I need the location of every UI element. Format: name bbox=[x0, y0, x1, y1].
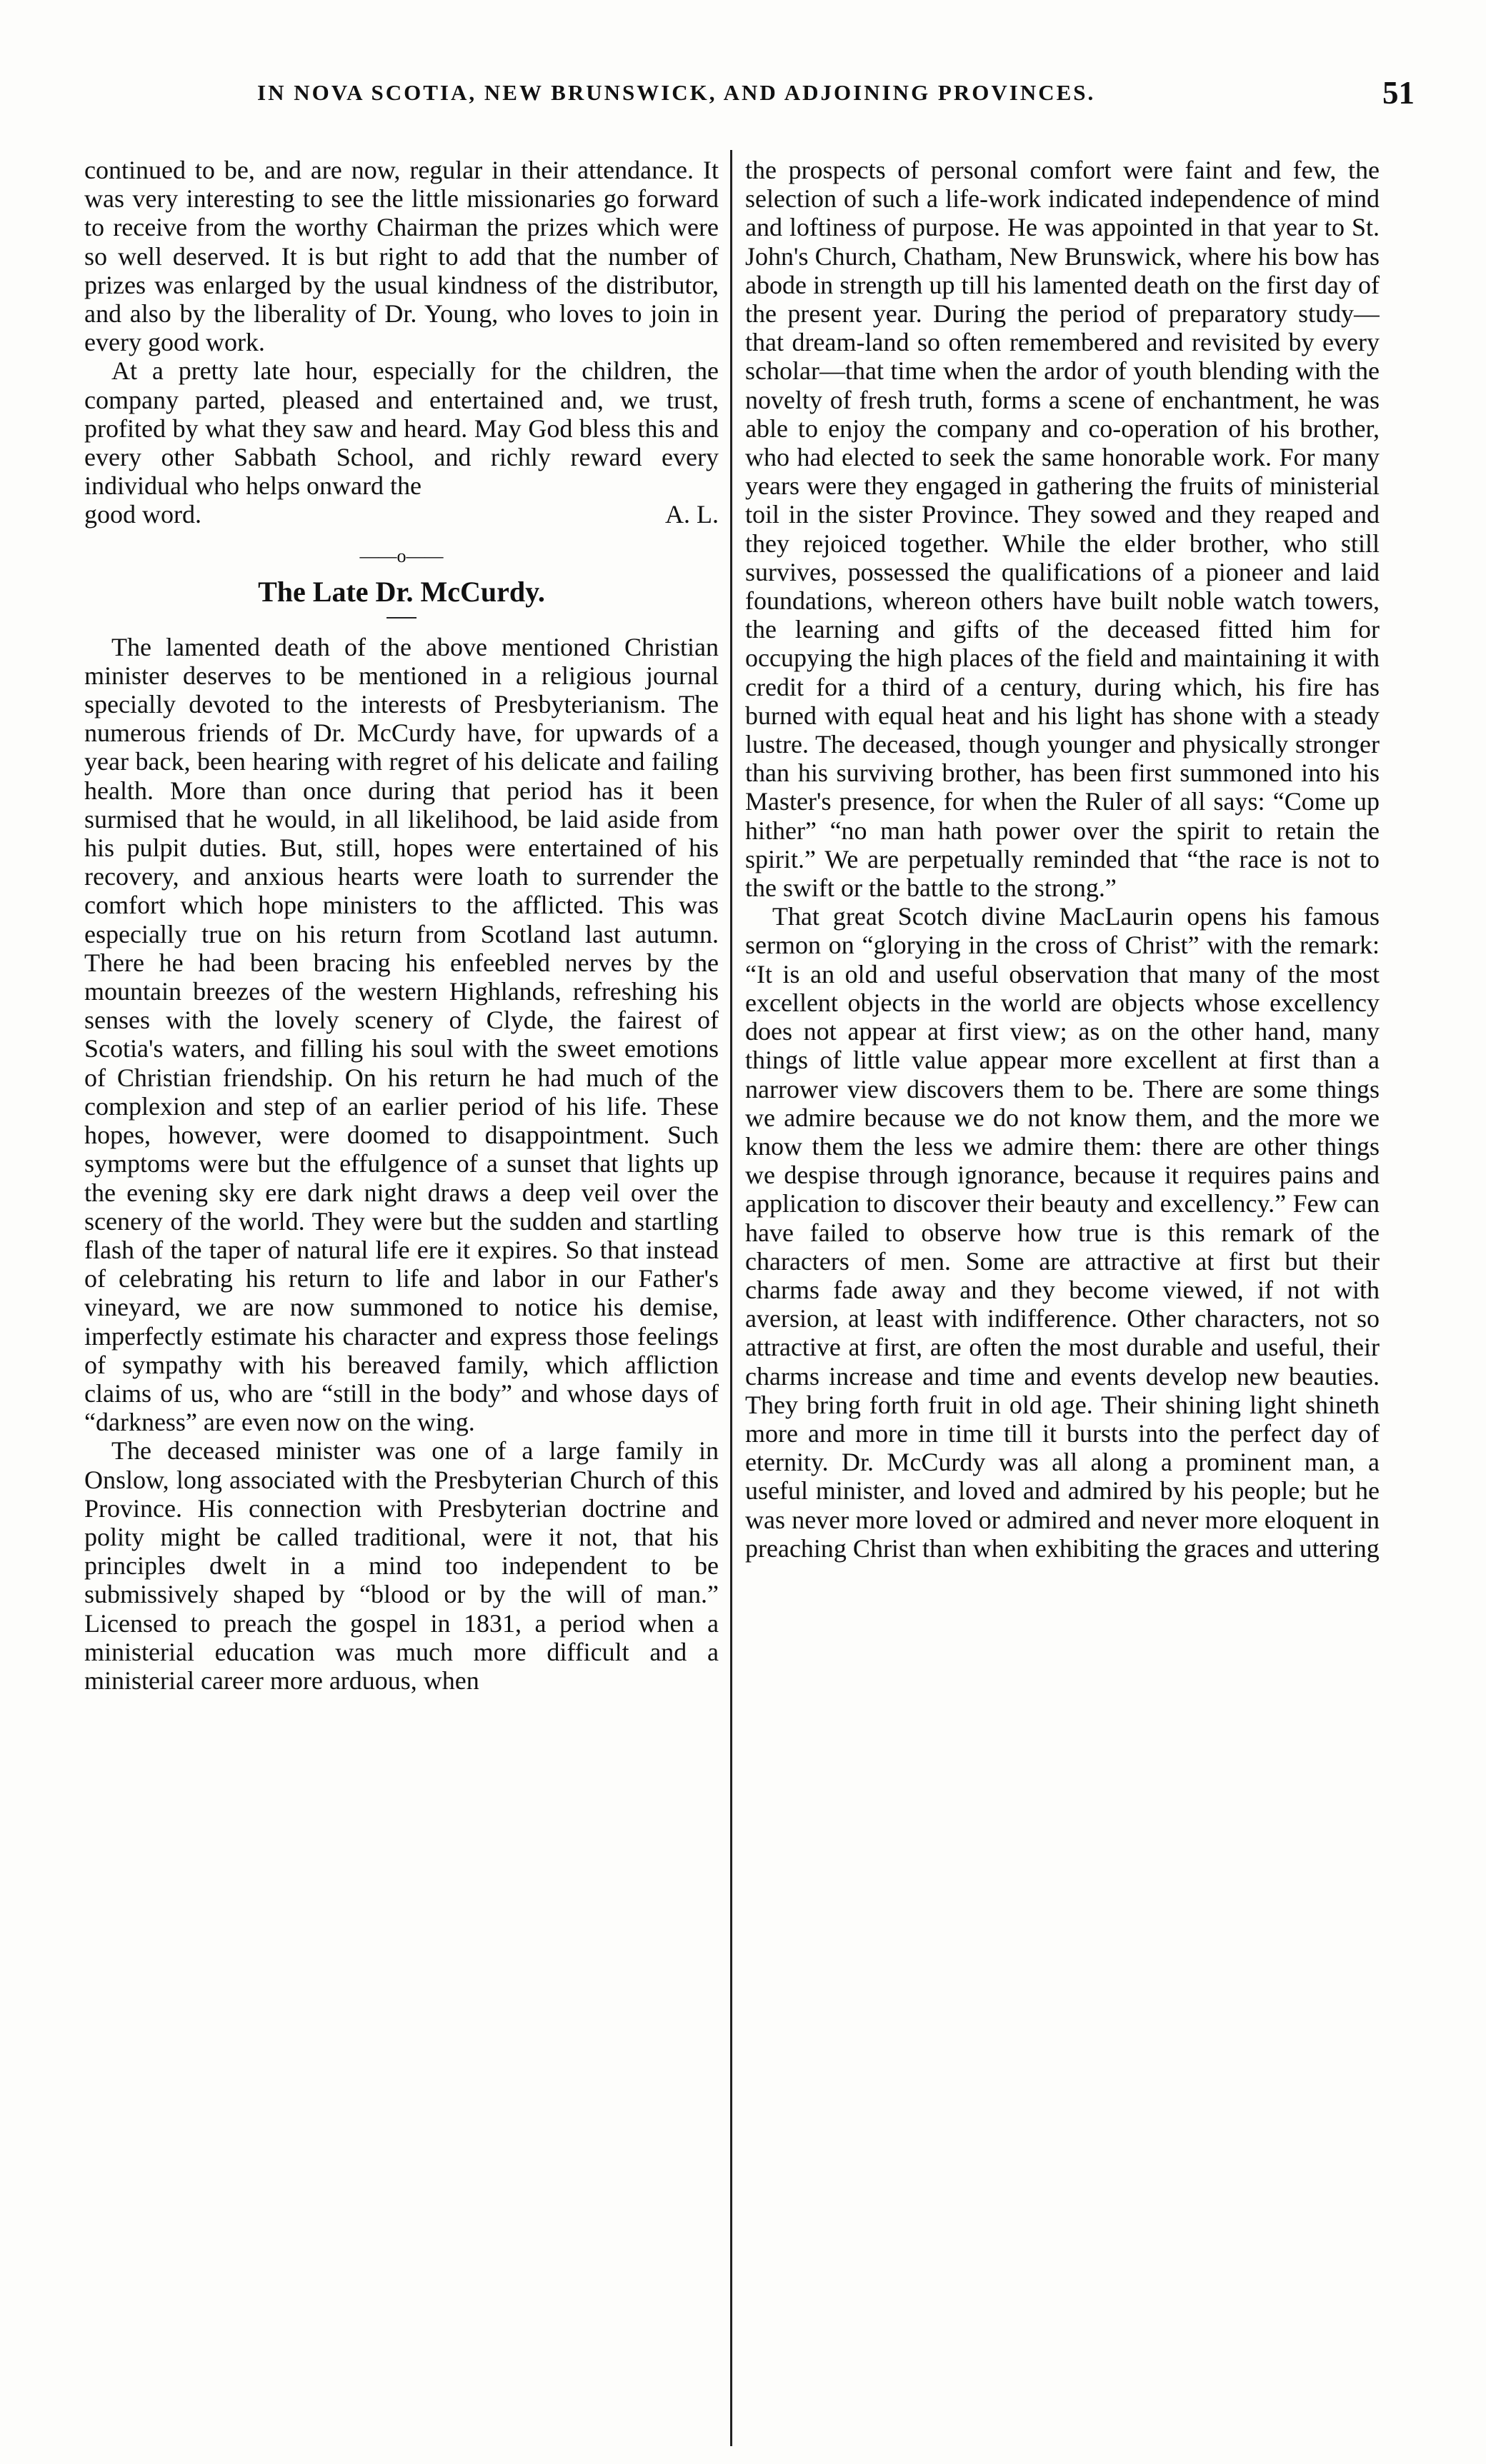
article-paragraph-maclaurin: That great Scotch divine MacLaurin opens his famous sermon on “glorying in the cross of Christ” with the remark: “It is an old and useful observation that many of the most excellent objects in the world are objects whose excellency does not appear at first view; as on the other hand, many things of little value appear more excellent at first than a narrower view discovers them to be. There are some things we admire because we do not know them, and the more we know them the less we admire them: there are other things we despise through ignorance, because it requires pains and application to discover their beauty and excellency.” Few can have failed to observe how true is this remark of the characters of men. Some are attractive at first but their charms fade away and they become viewed, if not with aversion, at least with indifference. Other characters, not so attractive at first, are often the most durable and useful, their charms increase and time and events develop new beauties. They bring forth fruit in old age. Their shining light shineth more and more in time till it bursts into the perfect day of eternity. Dr. McCurdy was all along a prominent man, a useful minister, and loved and admired by his people; but he was never more loved or admired and never more eloquent in preaching Christ than when exhibiting the graces and uttering bbox=[745, 902, 1380, 1563]
section-separator: ——o—— bbox=[359, 545, 444, 566]
left-paragraph-sabbath-school: At a pretty late hour, especially for the children, the company parted, pleased and entertained and, we trust, profited by what they saw and heard. May God bless this and every other Sabbath School, and richly reward every individual who helps onward the bbox=[84, 356, 719, 501]
author-initials: A. L. bbox=[665, 500, 719, 529]
article-paragraph-death: The lamented death of the above mentioned Christian minister deserves to be mentioned in a religious journal specially devoted to the interests of Presbyterianism. The numerous friends of Dr. McCurdy have, for upwards of a year back, been hearing with regret of his delicate and failing health. More than once during that period has it been surmised that he would, in all likelihood, be laid aside from his pulpit duties. But, still, hopes were entertained of his recovery, and anxious hearts were loath to surrender the comfort which hope ministers to the afflicted. This was especially true on his return from Scotland last autumn. There he had been bracing his enfeebled nerves by the mountain breezes of the western Highlands, refreshing his senses with the lovely scenery of Clyde, the fairest of Scotia's waters, and filling his soul with the sweet emotions of Christian friendship. On his return he had much of the complexion and step of an earlier period of his life. These hopes, however, were doomed to disappointment. Such symptoms were but the effulgence of a sunset that lights up the evening sky ere dark night draws a deep veil over the scenery of the world. They were but the sudden and startling flash of the taper of natural life ere it expires. So that instead of celebrating his return to life and labor in our Father's vineyard, we are now summoned to notice his demise, imperfectly estimate his character and express those feelings of sympathy with his bereaved family, which affliction claims of us, who are “still in the body” and whose days of “darkness” are even now on the wing. bbox=[84, 632, 719, 1437]
page-number: 51 bbox=[1382, 75, 1415, 111]
running-header bbox=[93, 75, 1415, 123]
column-divider bbox=[730, 150, 732, 2446]
right-text-column bbox=[745, 156, 1380, 2445]
article-paragraph-family: The deceased minister was one of a large family in Onslow, long associated with the Presbyterian Church of this Province. His connection with Presbyterian doctrine and polity might be called traditional, were it not, that his principles dwelt in a mind too independent to be submissively shaped by “blood or by the will of man.” Licensed to preach the gospel in 1831, a period when a ministerial education was much more difficult and a ministerial career more arduous, when bbox=[84, 1436, 719, 1695]
title-rule bbox=[387, 617, 417, 618]
running-title: IN NOVA SCOTIA, NEW BRUNSWICK, AND ADJOINING PROVINCES. bbox=[257, 80, 1096, 105]
closing-text: good word. bbox=[84, 500, 201, 529]
signature-line bbox=[84, 500, 719, 529]
left-paragraph-continuation: continued to be, and are now, regular in their attendance. It was very interesting to see the little missionaries go forward to receive from the worthy Chairman the prizes which were so well deserved. It is but right to add that the number of prizes was enlarged by the usual kindness of the distributor, and also by the liberality of Dr. Young, who loves to join in every good work. bbox=[84, 156, 719, 357]
left-text-column bbox=[84, 156, 719, 2445]
article-title: The Late Dr. McCurdy. bbox=[258, 575, 545, 608]
article-paragraph-career: the prospects of personal comfort were faint and few, the selection of such a life-work indicated independence of mind and loftiness of purpose. He was appointed in that year to St. John's Church, Chatham, New Brunswick, where his bow has abode in strength up till his lamented death on the first day of the present year. During the period of preparatory study—that dream-land so often remembered and revisited by every scholar—that time when the ardor of youth blending with the novelty of fresh truth, forms a scene of enchantment, he was able to enjoy the company and co-operation of his brother, who had elected to seek the same honorable work. For many years were they engaged in gathering the fruits of ministerial toil in the sister Province. They sowed and they reaped and they rejoiced together. While the elder brother, who still survives, possessed the qualifications of a pioneer and laid foundations, whereon others have built noble watch towers, the learning and gifts of the deceased fitted him for occupying the high places of the field and maintaining it with credit for a third of a century, during which, his fire has burned with equal heat and his light has shone with a steady lustre. The deceased, though younger and physically stronger than his surviving brother, has been first summoned into his Master's presence, for when the Ruler of all says: “Come up hither” “no man hath power over the spirit to retain the spirit.” We are perpetually reminded that “the race is not to the swift or the battle to the strong.” bbox=[745, 156, 1380, 903]
